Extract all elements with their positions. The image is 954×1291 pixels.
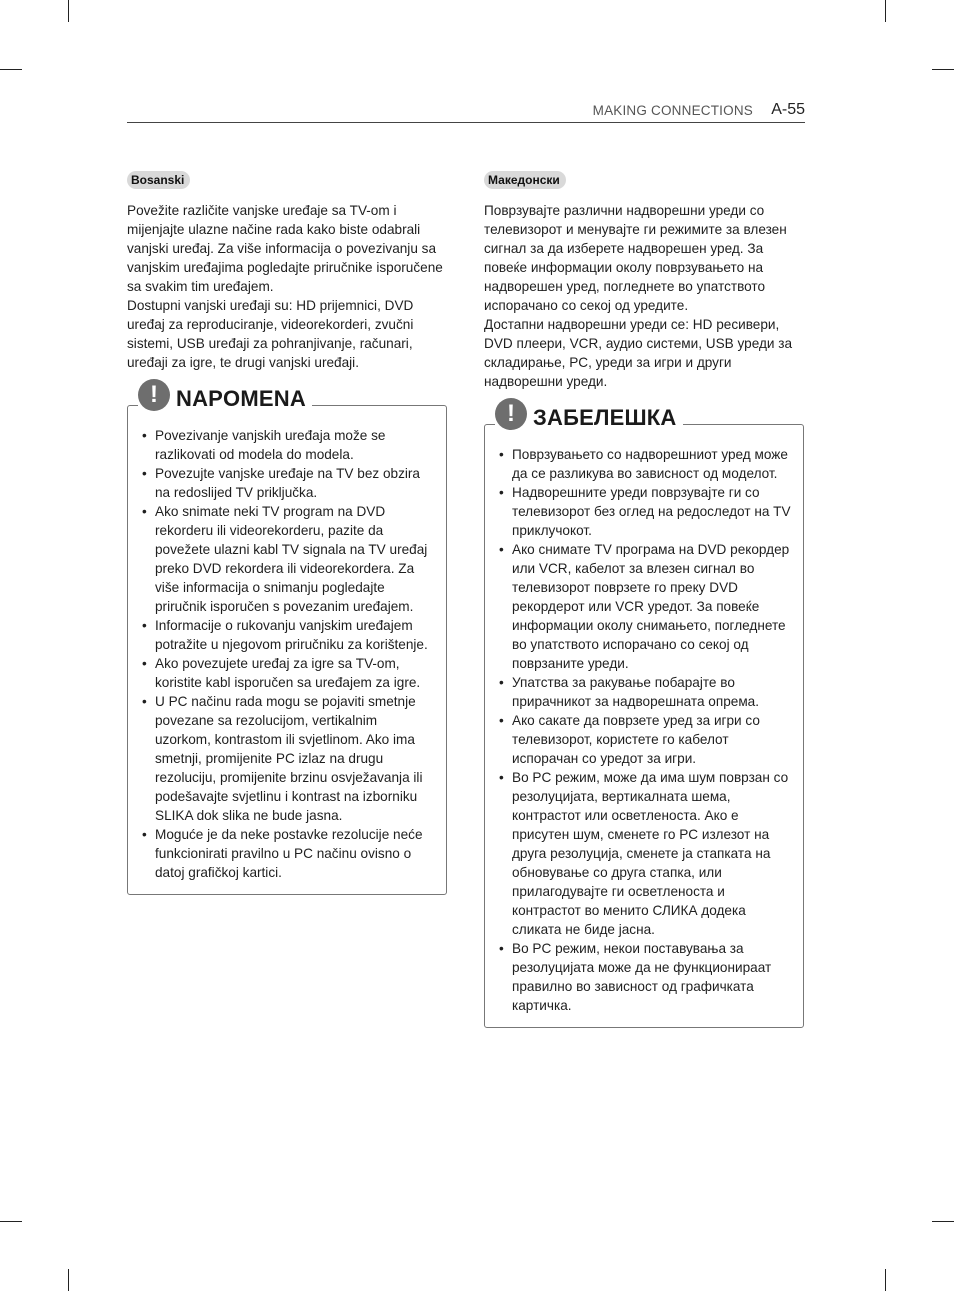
intro-text: [484, 201, 804, 391]
list-item: • Ako povezujete uređaj za igre sa TV-om, koristite kabl isporučen sa uređajem za igre.: [142, 654, 434, 692]
note-box: [127, 381, 447, 895]
section-title: MAKING CONNECTIONS: [592, 103, 753, 118]
left-column: [127, 171, 447, 895]
list-item: • Moguće je da neke postavke rezolucije neće funkcionirati pravilno u PC načinu ovisno o datoj grafičkoj kartici.: [142, 825, 434, 882]
intro-paragraph: Povežite različite vanjske uređaje sa TV-om i mijenjajte ulazne načine rada kako biste odabrali vanjski uređaj. Za više informacija o povezivanju sa vanjskim uređajima pogledajte priručnike isporučene sa svakim tim uređajem.: [127, 203, 443, 294]
list-item: • Во PC режим, некои поставувања за резолуцијата може да не функционираат правилно во зависност од графичката картичка.: [499, 939, 791, 1015]
language-tag: Bosanski: [127, 171, 190, 189]
crop-mark: [932, 69, 954, 70]
note-header: [138, 382, 312, 416]
list-item: • Ако снимате TV програма на DVD рекордер или VCR, кабелот за влезен сигнал во телевизорот поврзете го преку DVD рекордерот или VCR уредот. За повеќе информации околу снимањето, погледнете во упатството испорачано со секој од поврзаните уреди.: [499, 540, 791, 673]
list-item: • Поврзувањето со надворешниот уред може да се разликува во зависност од моделот.: [499, 445, 791, 483]
list-item: • Povezivanje vanjskih uređaja može se razlikovati od modela do modela.: [142, 426, 434, 464]
list-item: • Упатства за ракување побарајте во прирачникот за надворешната опрема.: [499, 673, 791, 711]
crop-mark: [0, 1221, 22, 1222]
list-item: • Informacije o rukovanju vanjskim uređajem potražite u njegovom priručniku za korištenje.: [142, 616, 434, 654]
note-list: [499, 445, 791, 1015]
note-header: [495, 401, 683, 435]
list-item: • Во PC режим, може да има шум поврзан со резолуцијата, вертикалната шема, контрастот или осветленоста. Ако е присутен шум, сменете го PC излезот на друга резолуција, сменете ја стапката на обновување со друга стапка, или прилагодувајте ги осветленоста и контрастот во менито СЛИКА додека сликата не биде јасна.: [499, 768, 791, 939]
crop-mark: [68, 0, 69, 22]
intro-paragraph: Достапни надворешни уреди се: HD ресивери, DVD плеери, VCR, аудио системи, USB уреди за складирање, PC, уреди за игри и други надворешни уреди.: [484, 317, 793, 389]
list-item: • Надворешните уреди поврзувајте ги со телевизорот без оглед на редоследот на TV приклучокот.: [499, 483, 791, 540]
intro-paragraph: Dostupni vanjski uređaji su: HD prijemnici, DVD uređaj za reproduciranje, videorekorderi, zvučni sistemi, USB uređaji za pohranjivanje, računari, uređaji za igre, te drugi vanjski uređaji.: [127, 298, 414, 370]
list-item: • Ако сакате да поврзете уред за игри со телевизорот, користете го кабелот испорачан со уредот за игри.: [499, 711, 791, 768]
intro-text: [127, 201, 447, 372]
page-number: A-55: [771, 101, 805, 118]
language-tag: Македонски: [484, 171, 566, 189]
note-title: NAPOMENA: [176, 386, 306, 411]
page-header: [127, 100, 805, 123]
note-title: ЗАБЕЛЕШКА: [533, 405, 677, 430]
crop-mark: [0, 69, 22, 70]
list-item: • Ako snimate neki TV program na DVD rekorderu ili videorekorderu, pazite da povežete ulazni kabl TV signala na TV uređaj preko DVD rekordera ili videorekordera. Za više informacija o snimanju pogledajte priručnik isporučen s povezanim uređajem.: [142, 502, 434, 616]
list-item: • U PC načinu rada mogu se pojaviti smetnje povezane sa rezolucijom, vertikalnim uzorkom, kontrastom ili svjetlinom. Ako ima smetnji, promijenite PC izlaz na drugu rezoluciju, promijenite brzinu osvježavanja ili podešavajte svjetlinu i kontrast na izborniku SLIKA dok slika ne bude jasna.: [142, 692, 434, 825]
right-column: [484, 171, 804, 1028]
crop-mark: [885, 0, 886, 22]
crop-mark: [68, 1269, 69, 1291]
crop-mark: [885, 1269, 886, 1291]
crop-mark: [932, 1221, 954, 1222]
intro-paragraph: Поврзувајте различни надворешни уреди со телевизорот и менувајте ги режимите за влезен сигнал за да изберете надворешен уред. За повеќе информации околу поврзувањето на надворешен уред, погледнете во упатството испорачано со секој од уредите.: [484, 203, 787, 313]
note-box: [484, 400, 804, 1028]
note-list: [142, 426, 434, 882]
exclamation-icon: !: [138, 379, 170, 411]
list-item: • Povezujte vanjske uređaje na TV bez obzira na redoslijed TV priključka.: [142, 464, 434, 502]
exclamation-icon: !: [495, 398, 527, 430]
